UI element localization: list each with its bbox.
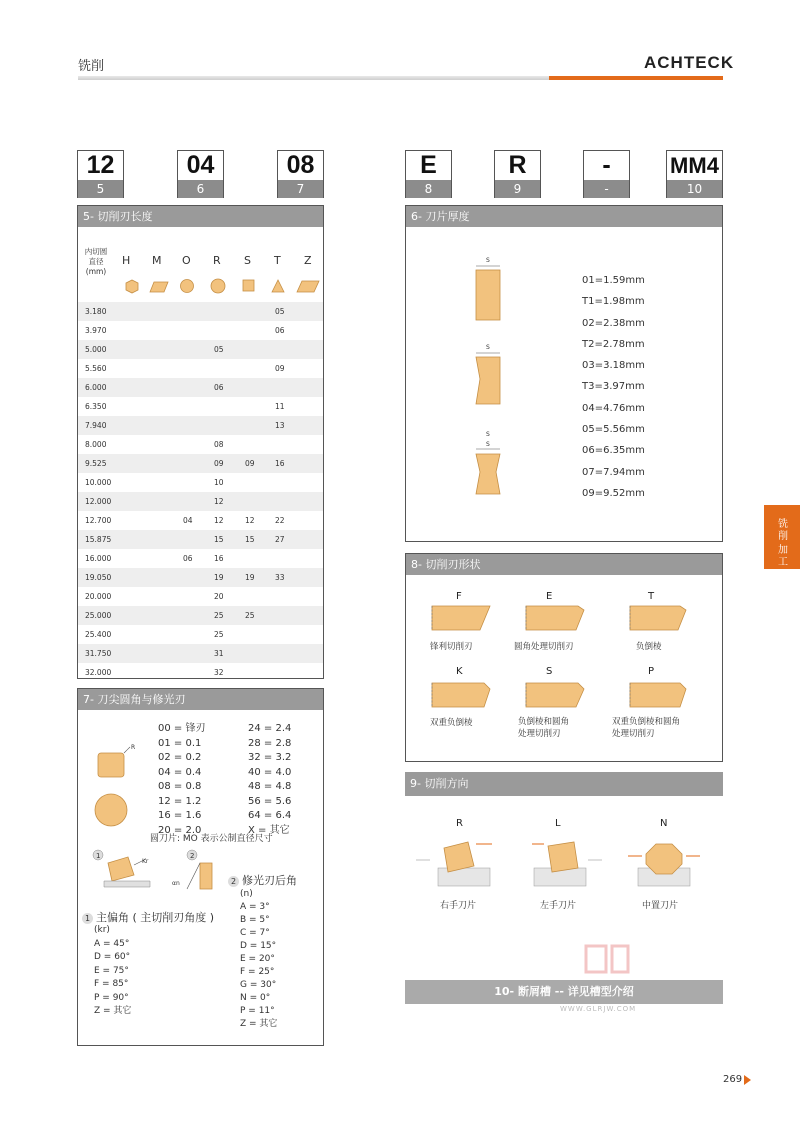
panel-title: 5- 切削刃长度 (78, 206, 323, 227)
table-row: 10.000 10 (85, 478, 224, 487)
table-row: 7.940 13 (78, 416, 323, 435)
panel-title: 7- 刀尖圆角与修光刃 (78, 689, 323, 710)
svg-text:S: S (486, 257, 490, 264)
code-box-5: 12 5 (77, 150, 124, 198)
direction-label-r: 右手刀片 (440, 901, 477, 911)
parallelogram-insert-icon (150, 282, 168, 292)
brand-logo: ACHTECK (644, 53, 735, 72)
neutral-insert-icon (646, 844, 682, 874)
code-box-9: R 9 (494, 150, 541, 198)
rhombus-insert-icon (297, 281, 319, 292)
table-row: 25.400 25 (85, 630, 224, 639)
page-number: 269 (723, 1074, 743, 1085)
panel-title: 6- 刀片厚度 (406, 206, 722, 227)
table-row: 20.000 20 (85, 592, 224, 601)
table-row: 16.000 06 16 (85, 554, 224, 563)
section-title: 铣削 (78, 59, 105, 74)
table-row: 6.350 11 (85, 402, 285, 411)
watermark-logo (582, 942, 632, 976)
lead-angle-list: (kr) A = 45° D = 60° E = 75° F = 85° P = 90° Z = 其它 (94, 925, 132, 1016)
hexagon-insert-icon (126, 280, 138, 293)
panel-insert-thickness (405, 205, 723, 542)
octagon-insert-icon (181, 280, 194, 293)
square-insert-icon (243, 280, 254, 291)
table-row: 6.000 06 (78, 378, 323, 397)
direction-code-l: L (555, 818, 561, 829)
table-row: 5.000 05 (78, 340, 323, 359)
direction-code-n: N (660, 818, 668, 829)
watermark-url: WWW.GLRJW.COM (560, 1005, 637, 1013)
code-box-10: MM4 10 (666, 150, 723, 198)
svg-text:S: S (486, 431, 490, 438)
step-1-badge: 1 (82, 913, 93, 924)
panel-title: 8- 切削刃形状 (406, 554, 722, 575)
code-box-6: 04 6 (177, 150, 224, 198)
edge-code-k: K (456, 666, 463, 677)
insert-shape-icons (78, 274, 323, 304)
thickness-list: 01=1.59mm T1=1.98mm 02=2.38mm T2=2.78mm 03=3.18mm T3=3.97mm 04=4.76mm 05=5.56mm 06=6.35mm 07=7.94mm 09=9.52mm (582, 275, 645, 499)
edge-code-e: E (546, 591, 553, 602)
right-hand-insert-icon (444, 842, 474, 872)
edge-label-t: 负倒棱 (636, 642, 662, 652)
cutting-direction-diagrams (410, 834, 720, 894)
edge-label-p: 双重负倒棱和圆角 处理切削刃 (612, 717, 681, 739)
edge-shapes-row1 (426, 604, 716, 636)
round-insert-icon (211, 279, 225, 293)
clearance-angle-list: (n) A = 3° B = 5° C = 7° D = 15° E = 20° F = 25° G = 30° N = 0° P = 11° Z = 其它 (240, 889, 278, 1029)
table-row: 12.700 04 12 12 22 (85, 516, 285, 525)
edge-label-f: 锋利切削刃 (430, 642, 473, 652)
clearance-angle-title: 2 修光刃后角 (228, 872, 297, 888)
panel-cutting-edge-length: 5- 切削刃长度 内切圆 直径 (mm) H M O R S T Z 3.180 05 3.970 06 5.000 05 5.560 09 6.000 06 6.350 11 7.940 13 8.000 08 9.525 09 09 16 10.000 10 12.000 12 12.700 04 12 12 22 15.875 15 15 27 16.000 06 16 19.050 19 19 33 20.000 20 25.000 25 25 25.400 25 31.750 31 32.000 32 (77, 205, 324, 679)
svg-text:Kr: Kr (142, 858, 149, 865)
code-box-7: 08 7 (277, 150, 324, 198)
svg-text:1: 1 (96, 852, 101, 860)
round-insert-note: 圆刀片: MO 表示公制直径尺寸 (150, 834, 273, 844)
table-row: 8.000 08 (85, 440, 224, 449)
table-row: 25.000 25 25 (78, 606, 323, 625)
svg-text:2: 2 (190, 852, 195, 860)
svg-text:S: S (486, 441, 490, 448)
radius-codes-right: 24 = 2.4 28 = 2.8 32 = 3.2 40 = 4.0 48 = 4.8 56 = 5.6 64 = 6.4 X = 其它 (248, 723, 292, 836)
svg-text:αn: αn (172, 880, 180, 887)
radius-label: R (131, 744, 136, 751)
table-row: 3.180 05 (78, 302, 323, 321)
thickness-diagrams (466, 254, 516, 504)
table-row: 32.000 32 (85, 668, 224, 677)
round-insert-icon (95, 794, 127, 826)
table-row: 19.050 19 19 33 (78, 568, 323, 587)
left-hand-insert-icon (548, 842, 578, 872)
radius-codes-left: 00 = 锋刃 01 = 0.1 02 = 0.2 04 = 0.4 08 = 0.8 12 = 1.2 16 = 1.6 20 = 2.0 (158, 723, 206, 836)
table-row: 9.525 09 09 16 (78, 454, 323, 473)
table-row: 12.000 12 (78, 492, 323, 511)
code-box-dash: - - (583, 150, 630, 198)
table-row: 5.560 09 (85, 364, 285, 373)
corner-radius-diagram (94, 739, 144, 829)
lead-angle-title: 1 主偏角 ( 主切削刃角度 ) (82, 909, 214, 925)
edge-code-t: T (648, 591, 655, 602)
triangle-insert-icon (272, 280, 284, 292)
panel-cutting-direction-title: 9- 切削方向 (405, 772, 723, 796)
panel-chipbreaker-title: 10- 断屑槽 -- 详见槽型介绍 (405, 980, 723, 1004)
edge-code-f: F (456, 591, 462, 602)
direction-label-n: 中置刀片 (642, 901, 679, 911)
code-box-8: E 8 (405, 150, 452, 198)
angle-diagram (92, 849, 222, 897)
next-page-arrow-icon[interactable] (744, 1075, 751, 1085)
direction-label-l: 左手刀片 (540, 901, 577, 911)
table-row: 15.875 15 15 27 (78, 530, 323, 549)
panel-edge-shape (405, 553, 723, 762)
header-accent-bar (549, 76, 723, 80)
svg-text:S: S (486, 344, 490, 351)
direction-code-r: R (456, 818, 463, 829)
edge-label-s: 负倒棱和圆角 处理切削刃 (518, 717, 570, 739)
step-2-badge: 2 (228, 876, 239, 887)
edge-label-k: 双重负倒棱 (430, 718, 473, 728)
edge-code-s: S (546, 666, 553, 677)
edge-label-e: 圆角处理切削刃 (514, 642, 574, 652)
edge-shapes-row2 (426, 681, 716, 713)
edge-code-p: P (648, 666, 655, 677)
table-row: 31.750 31 (78, 644, 323, 663)
column-header-diameter: 内切圆 直径 (mm) (84, 247, 108, 276)
square-insert-icon (98, 753, 124, 777)
panel-corner-radius (77, 688, 324, 1046)
table-row: 3.970 06 (85, 326, 285, 335)
side-tab-milling[interactable]: 铣削 加工 (764, 505, 800, 569)
